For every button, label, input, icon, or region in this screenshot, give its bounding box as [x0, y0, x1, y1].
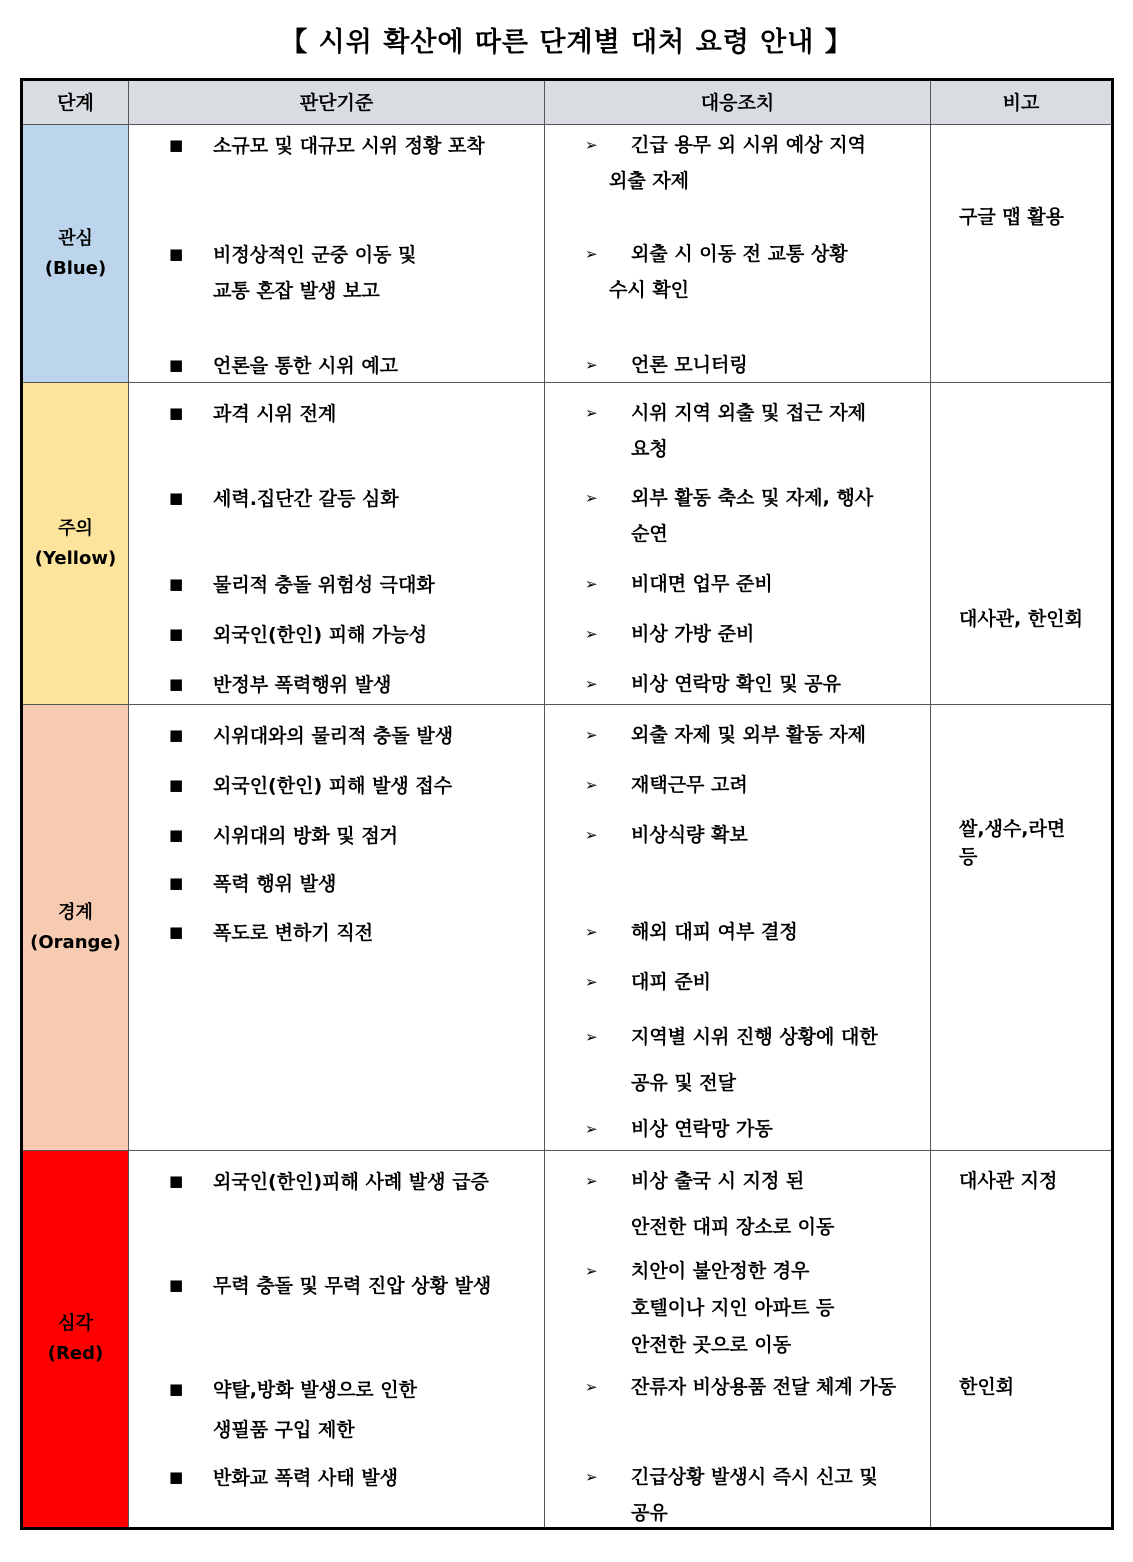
note-text: 대사관 지정: [959, 1170, 1058, 1192]
criteria-item: ■ 과격 시위 전계: [169, 395, 336, 432]
response-item: ➢ 지역별 시위 진행 상황에 대한 공유 및 전달: [585, 1014, 878, 1106]
header-criteria: 판단기준: [129, 81, 545, 125]
response-item: ➢ 비상 연락망 확인 및 공유: [585, 666, 841, 702]
bullet-icon: ■: [169, 245, 184, 263]
response-item: ➢ 외부 활동 축소 및 자제, 행사 순연: [585, 480, 873, 552]
stage-color-label: (Yellow): [34, 547, 117, 569]
criteria-item: ■ 반화교 폭력 사태 발생: [169, 1459, 398, 1496]
criteria-item: ■ 외국인(한인)피해 사례 발생 급증: [169, 1163, 489, 1200]
header-response: 대응조치: [545, 81, 931, 125]
response-item: ➢ 잔류자 비상용품 전달 체계 가동: [585, 1369, 896, 1405]
bullet-icon: ■: [169, 404, 184, 422]
criteria-cell: [129, 1151, 545, 1527]
stage-cell-orange: [23, 705, 129, 1150]
note-text: 구글 맵 활용: [959, 206, 1064, 228]
criteria-item: ■ 시위대의 방화 및 점거: [169, 817, 398, 854]
response-cell: [545, 383, 931, 704]
table-row-orange: [23, 705, 1111, 1151]
header-stage: 단계: [23, 81, 129, 125]
bullet-icon: ■: [169, 874, 184, 892]
response-item: ➢ 긴급 용무 외 시위 예상 지역 외출 자제: [585, 127, 866, 199]
note-cell: [931, 1151, 1111, 1527]
response-item: ➢ 외출 시 이동 전 교통 상황 수시 확인: [585, 236, 848, 308]
note-text: 한인회: [959, 1376, 1015, 1398]
arrow-bullet-icon: ➢: [585, 675, 598, 693]
criteria-cell: [129, 383, 545, 704]
arrow-bullet-icon: ➢: [585, 245, 598, 263]
table-row-blue: [23, 125, 1111, 383]
note-text: 쌀,생수,라면: [959, 818, 1066, 840]
criteria-item: ■ 물리적 충돌 위험성 극대화: [169, 566, 435, 603]
criteria-item: ■ 외국인(한인) 피해 발생 접수: [169, 767, 452, 804]
response-item: ➢ 치안이 불안정한 경우 호텔이나 지인 아파트 등 안전한 곳으로 이동: [585, 1253, 834, 1364]
response-item: ➢ 대피 준비: [585, 964, 711, 1000]
stage-name: 주의: [58, 517, 93, 539]
note-text: 등: [959, 846, 978, 868]
bullet-icon: ■: [169, 1468, 184, 1486]
criteria-item: ■ 외국인(한인) 피해 가능성: [169, 616, 427, 653]
note-text: 대사관, 한인회: [959, 608, 1083, 630]
bullet-icon: ■: [169, 625, 184, 643]
arrow-bullet-icon: ➢: [585, 625, 598, 643]
stage-color-label: (Blue): [44, 257, 107, 279]
arrow-bullet-icon: ➢: [585, 356, 598, 374]
criteria-item: ■ 비정상적인 군중 이동 및 교통 혼잡 발생 보고: [169, 236, 416, 309]
bullet-icon: ■: [169, 726, 184, 744]
criteria-item: ■ 시위대와의 물리적 충돌 발생: [169, 717, 453, 754]
response-item: ➢ 비상 연락망 가동: [585, 1111, 773, 1147]
arrow-bullet-icon: ➢: [585, 923, 598, 941]
response-item: ➢ 비상식량 확보: [585, 817, 748, 853]
stage-color-label: (Red): [47, 1343, 104, 1364]
bullet-icon: ■: [169, 776, 184, 794]
response-item: ➢ 비상 가방 준비: [585, 616, 754, 652]
bullet-icon: ■: [169, 675, 184, 693]
response-item: ➢ 외출 자제 및 외부 활동 자제: [585, 717, 866, 753]
arrow-bullet-icon: ➢: [585, 973, 598, 991]
stage-name: 경계: [58, 901, 93, 923]
arrow-bullet-icon: ➢: [585, 1468, 598, 1486]
criteria-item: ■ 약탈,방화 발생으로 인한 생필품 구입 제한: [169, 1369, 417, 1450]
response-stage-table: [20, 78, 1114, 1530]
table-row-red: [23, 1151, 1111, 1527]
criteria-cell: [129, 125, 545, 382]
bullet-icon: ■: [169, 923, 184, 941]
response-item: ➢ 시위 지역 외출 및 접근 자제 요청: [585, 395, 866, 467]
response-cell: [545, 125, 931, 382]
response-item: ➢ 비대면 업무 준비: [585, 566, 773, 602]
stage-cell-red: [23, 1151, 129, 1527]
criteria-item: ■ 반정부 폭력행위 발생: [169, 666, 391, 703]
table-row-yellow: [23, 383, 1111, 705]
arrow-bullet-icon: ➢: [585, 1028, 598, 1046]
table-header: [23, 81, 1111, 125]
bullet-icon: ■: [169, 356, 184, 374]
arrow-bullet-icon: ➢: [585, 1172, 598, 1190]
arrow-bullet-icon: ➢: [585, 1262, 598, 1280]
arrow-bullet-icon: ➢: [585, 776, 598, 794]
bullet-icon: ■: [169, 136, 184, 154]
stage-name: 관심: [58, 227, 93, 249]
note-cell: [931, 705, 1111, 1150]
criteria-item: ■ 폭도로 변하기 직전: [169, 914, 373, 951]
page-title: 【 시위 확산에 따른 단계별 대처 요령 안내 】: [280, 27, 853, 58]
header-note: 비고: [1002, 92, 1040, 114]
bullet-icon: ■: [169, 575, 184, 593]
criteria-item: ■ 언론을 통한 시위 예고: [169, 347, 398, 384]
stage-color-label: (Orange): [30, 931, 121, 953]
bullet-icon: ■: [169, 1276, 184, 1294]
response-item: ➢ 긴급상황 발생시 즉시 신고 및 공유: [585, 1459, 878, 1531]
stage-cell-yellow: [23, 383, 129, 704]
note-cell: [931, 383, 1111, 704]
arrow-bullet-icon: ➢: [585, 404, 598, 422]
arrow-bullet-icon: ➢: [585, 489, 598, 507]
response-cell: [545, 1151, 931, 1527]
response-item: ➢ 비상 출국 시 지정 된 안전한 대피 장소로 이동: [585, 1158, 834, 1250]
bullet-icon: ■: [169, 1172, 184, 1190]
bullet-icon: ■: [169, 1380, 184, 1398]
stage-cell-blue: [23, 125, 129, 382]
criteria-cell: [129, 705, 545, 1150]
response-item: ➢ 재택근무 고려: [585, 767, 748, 803]
response-item: ➢ 언론 모니터링: [585, 347, 748, 383]
arrow-bullet-icon: ➢: [585, 1120, 598, 1138]
arrow-bullet-icon: ➢: [585, 575, 598, 593]
stage-name: 심각: [58, 1313, 93, 1334]
arrow-bullet-icon: ➢: [585, 726, 598, 744]
bullet-icon: ■: [169, 826, 184, 844]
criteria-item: ■ 소규모 및 대규모 시위 정황 포착: [169, 127, 485, 164]
criteria-item: ■ 무력 충돌 및 무력 진압 상황 발생: [169, 1267, 491, 1304]
criteria-item: ■ 폭력 행위 발생: [169, 865, 336, 902]
arrow-bullet-icon: ➢: [585, 826, 598, 844]
response-item: ➢ 해외 대피 여부 결정: [585, 914, 798, 950]
note-cell: [931, 125, 1111, 382]
arrow-bullet-icon: ➢: [585, 1378, 598, 1396]
arrow-bullet-icon: ➢: [585, 136, 598, 154]
criteria-item: ■ 세력.집단간 갈등 심화: [169, 480, 399, 517]
bullet-icon: ■: [169, 489, 184, 507]
response-cell: [545, 705, 931, 1150]
